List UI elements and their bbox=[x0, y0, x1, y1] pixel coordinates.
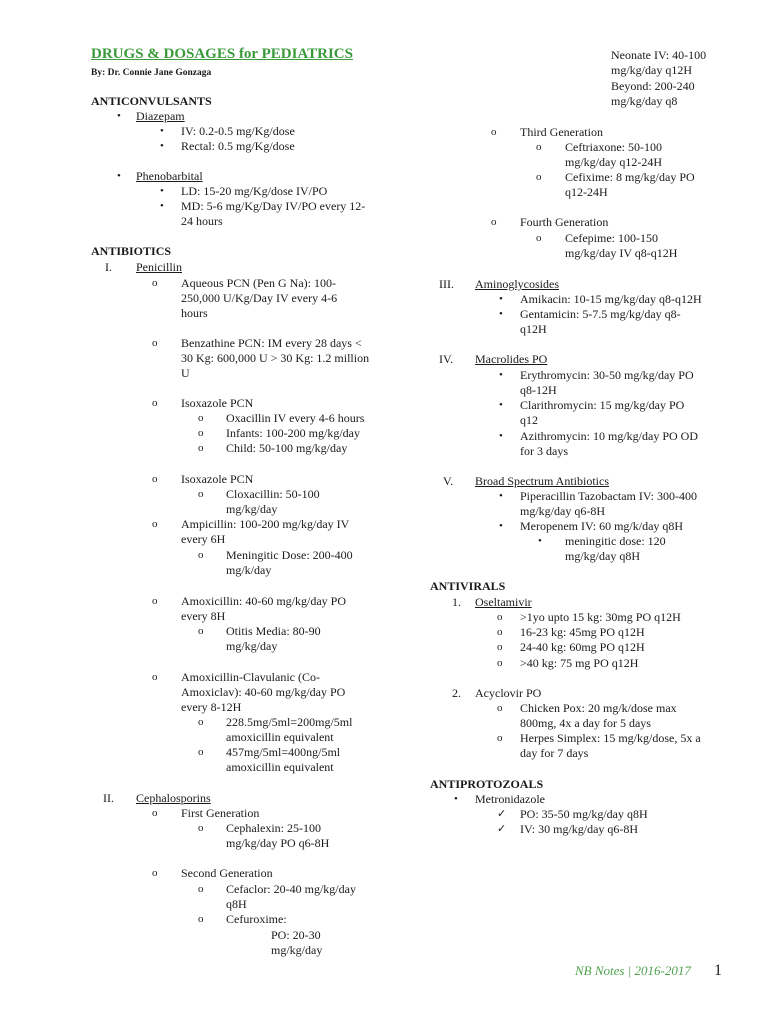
dose-line: Azithromycin: 10 mg/kg/day PO OD bbox=[520, 429, 698, 443]
dose-line: U bbox=[181, 366, 190, 380]
dose-line: Erythromycin: 30-50 mg/kg/day PO bbox=[520, 368, 694, 382]
dose-line: mg/k/day bbox=[226, 563, 272, 577]
circle-bullet-icon: o bbox=[198, 913, 204, 925]
section-heading-antiprotozoals: ANTIPROTOZOALS bbox=[430, 777, 544, 791]
dose-line: Gentamicin: 5-7.5 mg/kg/day q8- bbox=[520, 307, 681, 321]
circle-bullet-icon: o bbox=[536, 171, 542, 183]
section-heading-antibiotics: ANTIBIOTICS bbox=[91, 244, 172, 258]
dose-line: Cloxacillin: 50-100 bbox=[226, 487, 320, 501]
bullet-icon: • bbox=[538, 535, 542, 547]
bullet-icon: • bbox=[499, 293, 503, 305]
dose-line: mg/kg/day bbox=[226, 639, 278, 653]
dose-line: IV: 30 mg/kg/day q6-8H bbox=[520, 822, 639, 836]
drug-diazepam: Diazepam bbox=[136, 109, 185, 123]
dose-line: Cephalexin: 25-100 bbox=[226, 821, 321, 835]
dose-line: mg/kg/day q12H bbox=[611, 63, 692, 77]
class-penicillin: Penicillin bbox=[136, 260, 182, 274]
circle-bullet-icon: o bbox=[152, 473, 158, 485]
circle-bullet-icon: o bbox=[152, 807, 158, 819]
author-byline: By: Dr. Connie Jane Gonzaga bbox=[91, 68, 212, 78]
dose-line: IV: 0.2-0.5 mg/Kg/dose bbox=[181, 124, 295, 138]
list-number: 1. bbox=[452, 595, 461, 609]
dose-line: Cefuroxime: bbox=[226, 912, 287, 926]
circle-bullet-icon: o bbox=[198, 442, 204, 454]
dose-line: Cefepime: 100-150 bbox=[565, 231, 658, 245]
dose-line: Beyond: 200-240 bbox=[611, 79, 695, 93]
dose-line: Ceftriaxone: 50-100 bbox=[565, 140, 662, 154]
circle-bullet-icon: o bbox=[491, 216, 497, 228]
circle-bullet-icon: o bbox=[198, 549, 204, 561]
bullet-icon: • bbox=[499, 308, 503, 320]
bullet-icon: • bbox=[160, 125, 164, 137]
bullet-icon: • bbox=[499, 430, 503, 442]
bullet-icon: • bbox=[499, 520, 503, 532]
circle-bullet-icon: o bbox=[152, 337, 158, 349]
dose-line: Meropenem IV: 60 mg/k/day q8H bbox=[520, 519, 684, 533]
drug-name: Isoxazole PCN bbox=[181, 396, 254, 410]
dose-line: Amoxicillin-Clavulanic (Co- bbox=[181, 670, 320, 684]
check-icon: ✓ bbox=[497, 823, 507, 835]
bullet-icon: • bbox=[454, 793, 458, 805]
circle-bullet-icon: o bbox=[198, 746, 204, 758]
dose-line: Meningitic Dose: 200-400 bbox=[226, 548, 353, 562]
dose-line: Piperacillin Tazobactam IV: 300-400 bbox=[520, 489, 697, 503]
class-macrolides: Macrolides PO bbox=[475, 352, 548, 366]
dose-line: 24-40 kg: 60mg PO q12H bbox=[520, 640, 645, 654]
dose-line: 30 Kg: 600,000 U > 30 Kg: 1.2 million bbox=[181, 351, 370, 365]
dose-line: amoxicillin equivalent bbox=[226, 760, 334, 774]
dose-line: for 3 days bbox=[520, 444, 568, 458]
footer-label: NB Notes | 2016-2017 bbox=[575, 963, 691, 978]
dose-line: Amikacin: 10-15 mg/kg/day q8-q12H bbox=[520, 292, 702, 306]
dose-line: amoxicillin equivalent bbox=[226, 730, 334, 744]
generation-label: Second Generation bbox=[181, 866, 273, 880]
circle-bullet-icon: o bbox=[198, 625, 204, 637]
dose-line: q12-24H bbox=[565, 185, 608, 199]
dose-line: 24 hours bbox=[181, 214, 223, 228]
dose-line: Chicken Pox: 20 mg/k/dose max bbox=[520, 701, 677, 715]
list-number: II. bbox=[103, 791, 114, 805]
bullet-icon: • bbox=[499, 490, 503, 502]
dose-line: mg/kg/day q8H bbox=[565, 549, 640, 563]
circle-bullet-icon: o bbox=[198, 488, 204, 500]
section-heading-antivirals: ANTIVIRALS bbox=[430, 579, 506, 593]
circle-bullet-icon: o bbox=[198, 883, 204, 895]
list-number: 2. bbox=[452, 686, 461, 700]
dose-line: 250,000 U/Kg/Day IV every 4-6 bbox=[181, 291, 338, 305]
dose-line: Infants: 100-200 mg/kg/day bbox=[226, 426, 360, 440]
dose-line: PO: 35-50 mg/kg/day q8H bbox=[520, 807, 648, 821]
circle-bullet-icon: o bbox=[198, 412, 204, 424]
drug-metronidazole: Metronidazole bbox=[475, 792, 545, 806]
dose-line: Aqueous PCN (Pen G Na): 100- bbox=[181, 276, 336, 290]
bullet-icon: • bbox=[499, 369, 503, 381]
circle-bullet-icon: o bbox=[491, 126, 497, 138]
dose-line: 228.5mg/5ml=200mg/5ml bbox=[226, 715, 353, 729]
dose-line: mg/kg/day IV q8-q12H bbox=[565, 246, 678, 260]
dose-line: Rectal: 0.5 mg/Kg/dose bbox=[181, 139, 295, 153]
dose-line: Cefaclor: 20-40 mg/kg/day bbox=[226, 882, 356, 896]
dose-line: every 6H bbox=[181, 532, 226, 546]
dose-line: mg/kg/day bbox=[226, 502, 278, 516]
drug-acyclovir: Acyclovir PO bbox=[475, 686, 542, 700]
dose-line: mg/kg/day bbox=[271, 943, 323, 957]
list-number: V. bbox=[443, 474, 454, 488]
dose-line: every 8-12H bbox=[181, 700, 242, 714]
dose-line: >1yo upto 15 kg: 30mg PO q12H bbox=[520, 610, 681, 624]
dose-line: Amoxiclav): 40-60 mg/kg/day PO bbox=[181, 685, 346, 699]
circle-bullet-icon: o bbox=[536, 141, 542, 153]
section-heading-anticonvulsants: ANTICONVULSANTS bbox=[91, 94, 212, 108]
dose-line: 457mg/5ml=400ng/5ml bbox=[226, 745, 341, 759]
dose-line: Oxacillin IV every 4-6 hours bbox=[226, 411, 365, 425]
dose-line: mg/kg/day PO q6-8H bbox=[226, 836, 330, 850]
dose-line: 16-23 kg: 45mg PO q12H bbox=[520, 625, 645, 639]
dose-line: LD: 15-20 mg/Kg/dose IV/PO bbox=[181, 184, 328, 198]
dose-line: Amoxicillin: 40-60 mg/kg/day PO bbox=[181, 594, 346, 608]
dose-line: MD: 5-6 mg/Kg/Day IV/PO every 12- bbox=[181, 199, 366, 213]
page-number: 1 bbox=[714, 962, 722, 979]
bullet-icon: • bbox=[117, 110, 121, 122]
circle-bullet-icon: o bbox=[198, 427, 204, 439]
dose-line: Benzathine PCN: IM every 28 days < bbox=[181, 336, 362, 350]
dose-line: Clarithromycin: 15 mg/kg/day PO bbox=[520, 398, 685, 412]
circle-bullet-icon: o bbox=[152, 277, 158, 289]
dose-line: Ampicillin: 100-200 mg/kg/day IV bbox=[181, 517, 350, 531]
dose-line: PO: 20-30 bbox=[271, 928, 321, 942]
circle-bullet-icon: o bbox=[497, 702, 503, 714]
bullet-icon: • bbox=[499, 399, 503, 411]
dose-line: >40 kg: 75 mg PO q12H bbox=[520, 656, 639, 670]
circle-bullet-icon: o bbox=[198, 716, 204, 728]
circle-bullet-icon: o bbox=[152, 595, 158, 607]
circle-bullet-icon: o bbox=[152, 867, 158, 879]
dose-line: mg/kg/day q12-24H bbox=[565, 155, 662, 169]
generation-label: First Generation bbox=[181, 806, 260, 820]
circle-bullet-icon: o bbox=[152, 518, 158, 530]
generation-label: Fourth Generation bbox=[520, 215, 609, 229]
drug-phenobarbital: Phenobarbital bbox=[136, 169, 203, 183]
drug-name: Isoxazole PCN bbox=[181, 472, 254, 486]
bullet-icon: • bbox=[160, 185, 164, 197]
document-title: DRUGS & DOSAGES for PEDIATRICS bbox=[91, 46, 353, 62]
list-number: III. bbox=[439, 277, 454, 291]
list-number: I. bbox=[105, 260, 112, 274]
circle-bullet-icon: o bbox=[497, 732, 503, 744]
circle-bullet-icon: o bbox=[152, 671, 158, 683]
dose-line: q12H bbox=[520, 322, 547, 336]
bullet-icon: • bbox=[160, 140, 164, 152]
dose-line: day for 7 days bbox=[520, 746, 589, 760]
class-broad-spectrum: Broad Spectrum Antibiotics bbox=[475, 474, 609, 488]
dose-line: q8H bbox=[226, 897, 247, 911]
dose-line: every 8H bbox=[181, 609, 226, 623]
dose-line: q12 bbox=[520, 413, 538, 427]
circle-bullet-icon: o bbox=[152, 397, 158, 409]
circle-bullet-icon: o bbox=[497, 626, 503, 638]
drug-oseltamivir: Oseltamivir bbox=[475, 595, 532, 609]
dose-line: Otitis Media: 80-90 bbox=[226, 624, 321, 638]
circle-bullet-icon: o bbox=[497, 657, 503, 669]
circle-bullet-icon: o bbox=[536, 232, 542, 244]
generation-label: Third Generation bbox=[520, 125, 603, 139]
dose-line: meningitic dose: 120 bbox=[565, 534, 666, 548]
dose-line: mg/kg/day q8 bbox=[611, 94, 678, 108]
class-cephalosporins: Cephalosporins bbox=[136, 791, 211, 805]
dose-line: hours bbox=[181, 306, 208, 320]
dose-line: Herpes Simplex: 15 mg/kg/dose, 5x a bbox=[520, 731, 701, 745]
circle-bullet-icon: o bbox=[497, 641, 503, 653]
class-aminoglycosides: Aminoglycosides bbox=[475, 277, 559, 291]
dose-line: Neonate IV: 40-100 bbox=[611, 48, 707, 62]
check-icon: ✓ bbox=[497, 808, 507, 820]
dose-line: q8-12H bbox=[520, 383, 557, 397]
dose-line: Cefixime: 8 mg/kg/day PO bbox=[565, 170, 695, 184]
bullet-icon: • bbox=[160, 200, 164, 212]
dose-line: 800mg, 4x a day for 5 days bbox=[520, 716, 651, 730]
dose-line: Child: 50-100 mg/kg/day bbox=[226, 441, 348, 455]
list-number: IV. bbox=[439, 352, 454, 366]
dose-line: mg/kg/day q6-8H bbox=[520, 504, 605, 518]
circle-bullet-icon: o bbox=[497, 611, 503, 623]
bullet-icon: • bbox=[117, 170, 121, 182]
circle-bullet-icon: o bbox=[198, 822, 204, 834]
